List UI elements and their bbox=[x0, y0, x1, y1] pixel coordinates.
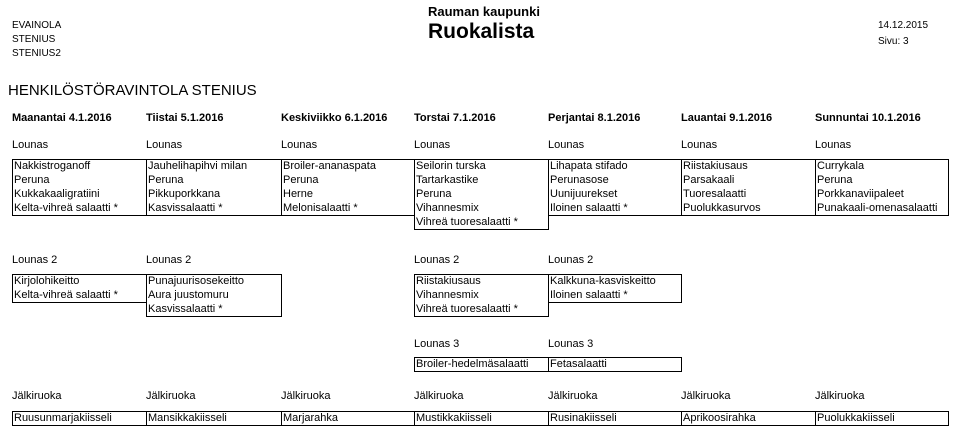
grid-line bbox=[815, 411, 949, 412]
meal-label: Lounas bbox=[12, 139, 49, 151]
grid-line bbox=[12, 274, 13, 303]
meal-label: Lounas 2 bbox=[414, 254, 460, 266]
grid-line bbox=[548, 302, 682, 303]
grid-line bbox=[12, 159, 147, 160]
menu-item: Pikkuporkkana bbox=[148, 188, 221, 200]
grid-line bbox=[681, 425, 816, 426]
grid-line bbox=[681, 411, 682, 426]
grid-line bbox=[12, 215, 147, 216]
menu-item: Ruusunmarjakiisseli bbox=[14, 412, 112, 424]
menu-item: Peruna bbox=[283, 174, 319, 186]
grid-line bbox=[281, 159, 415, 160]
menu-item: Jauhelihapihvi milan bbox=[148, 160, 248, 172]
grid-line bbox=[414, 316, 549, 317]
menu-item: Broiler-hedelmäsalaatti bbox=[416, 358, 529, 370]
meal-label: Jälkiruoka bbox=[281, 390, 331, 402]
grid-line bbox=[681, 411, 816, 412]
meal-label: Jälkiruoka bbox=[12, 390, 62, 402]
menu-item: Mustikkakiisseli bbox=[416, 412, 492, 424]
menu-item: Marjarahka bbox=[283, 412, 339, 424]
menu-item: Riistakiusaus bbox=[683, 160, 748, 172]
menu-item: Iloinen salaatti * bbox=[550, 289, 628, 301]
grid-line bbox=[414, 425, 549, 426]
menu-item: Lihapata stifado bbox=[550, 160, 628, 172]
menu-item: Parsakaali bbox=[683, 174, 735, 186]
grid-line bbox=[681, 159, 816, 160]
grid-line bbox=[414, 357, 549, 358]
day-header: Tiistai 5.1.2016 bbox=[146, 112, 224, 124]
grid-line bbox=[948, 411, 949, 426]
meal-label: Jälkiruoka bbox=[815, 390, 865, 402]
menu-item: Puolukkasurvos bbox=[683, 202, 761, 214]
grid-line bbox=[281, 425, 415, 426]
day-header: Torstai 7.1.2016 bbox=[414, 112, 496, 124]
menu-item: Broiler-ananaspata bbox=[283, 160, 376, 172]
grid-line bbox=[815, 215, 949, 216]
day-header: Sunnuntai 10.1.2016 bbox=[815, 112, 921, 124]
meal-label: Lounas bbox=[548, 139, 585, 151]
page-number: Sivu: 3 bbox=[878, 36, 909, 47]
menu-item: Seilorin turska bbox=[416, 160, 486, 172]
grid-line bbox=[548, 159, 682, 160]
grid-line bbox=[12, 302, 147, 303]
grid-line bbox=[681, 357, 682, 372]
grid-line bbox=[815, 159, 949, 160]
grid-line bbox=[414, 371, 549, 372]
day-header: Lauantai 9.1.2016 bbox=[681, 112, 773, 124]
grid-line bbox=[548, 159, 549, 216]
meal-label: Lounas bbox=[815, 139, 852, 151]
menu-item: Kelta-vihreä salaatti * bbox=[14, 202, 118, 214]
grid-line bbox=[146, 316, 282, 317]
menu-item: Punajuurisosekeitto bbox=[148, 275, 245, 287]
menu-item: Iloinen salaatti * bbox=[550, 202, 628, 214]
grid-line bbox=[146, 274, 282, 275]
grid-line bbox=[414, 159, 415, 230]
day-header: Perjantai 8.1.2016 bbox=[548, 112, 641, 124]
print-date: 14.12.2015 bbox=[878, 20, 929, 31]
menu-item: Peruna bbox=[817, 174, 853, 186]
grid-line bbox=[281, 274, 282, 317]
menu-item: Punakaali-omenasalaatti bbox=[817, 202, 938, 214]
menu-item: Peruna bbox=[14, 174, 50, 186]
menu-item: Aura juustomuru bbox=[148, 289, 229, 301]
menu-item: Currykala bbox=[817, 160, 865, 172]
meal-label: Lounas bbox=[281, 139, 318, 151]
grid-line bbox=[815, 411, 816, 426]
grid-line bbox=[146, 411, 147, 426]
header-left-line-1: EVAINOLA bbox=[12, 20, 62, 31]
grid-line bbox=[414, 229, 549, 230]
menu-item: Riistakiusaus bbox=[416, 275, 481, 287]
menu-item: Peruna bbox=[416, 188, 452, 200]
menu-item: Vihreä tuoresalaatti * bbox=[416, 216, 518, 228]
menu-item: Vihreä tuoresalaatti * bbox=[416, 303, 518, 315]
page-title: Ruokalista bbox=[428, 20, 535, 43]
menu-item: Kasvissalaatti * bbox=[148, 202, 223, 214]
grid-line bbox=[548, 215, 682, 216]
grid-line bbox=[281, 215, 415, 216]
menu-item: Uunijuurekset bbox=[550, 188, 618, 200]
header-left-line-3: STENIUS2 bbox=[12, 48, 61, 59]
grid-line bbox=[681, 274, 682, 303]
menu-item: Mansikkakiisseli bbox=[148, 412, 227, 424]
meal-label: Jälkiruoka bbox=[681, 390, 731, 402]
grid-line bbox=[414, 357, 415, 372]
menu-item: Porkkanaviipaleet bbox=[817, 188, 904, 200]
grid-line bbox=[548, 274, 682, 275]
grid-line bbox=[146, 411, 282, 412]
grid-line bbox=[146, 215, 282, 216]
grid-line bbox=[146, 274, 147, 317]
grid-line bbox=[414, 159, 549, 160]
meal-label: Jälkiruoka bbox=[146, 390, 196, 402]
grid-line bbox=[548, 411, 682, 412]
restaurant-name: HENKILÖSTÖRAVINTOLA STENIUS bbox=[8, 82, 257, 99]
grid-line bbox=[281, 411, 282, 426]
menu-item: Melonisalaatti * bbox=[283, 202, 358, 214]
grid-line bbox=[281, 159, 282, 216]
grid-line bbox=[548, 371, 682, 372]
meal-label: Lounas bbox=[681, 139, 718, 151]
meal-label: Lounas bbox=[414, 139, 451, 151]
grid-line bbox=[414, 274, 415, 317]
menu-item: Vihannesmix bbox=[416, 202, 479, 214]
grid-line bbox=[548, 357, 549, 372]
grid-line bbox=[948, 159, 949, 216]
menu-item: Herne bbox=[283, 188, 313, 200]
grid-line bbox=[414, 411, 549, 412]
menu-item: Kelta-vihreä salaatti * bbox=[14, 289, 118, 301]
grid-line bbox=[12, 411, 147, 412]
grid-line bbox=[12, 411, 13, 426]
grid-line bbox=[548, 274, 549, 303]
meal-label: Lounas 2 bbox=[12, 254, 58, 266]
meal-label: Jälkiruoka bbox=[414, 390, 464, 402]
grid-line bbox=[681, 215, 816, 216]
menu-item: Puolukkakiisseli bbox=[817, 412, 895, 424]
grid-line bbox=[146, 159, 282, 160]
grid-line bbox=[12, 425, 147, 426]
menu-item: Kasvissalaatti * bbox=[148, 303, 223, 315]
menu-item: Kirjolohikeitto bbox=[14, 275, 80, 287]
menu-item: Kukkakaaligratiini bbox=[14, 188, 100, 200]
grid-line bbox=[12, 159, 13, 216]
menu-item: Kalkkuna-kasviskeitto bbox=[550, 275, 656, 287]
menu-item: Peruna bbox=[148, 174, 184, 186]
grid-line bbox=[548, 425, 682, 426]
meal-label: Lounas bbox=[146, 139, 183, 151]
grid-line bbox=[281, 411, 415, 412]
grid-line bbox=[815, 425, 949, 426]
grid-line bbox=[414, 274, 549, 275]
meal-label: Lounas 2 bbox=[146, 254, 192, 266]
grid-line bbox=[681, 159, 682, 216]
grid-line bbox=[12, 274, 147, 275]
day-header: Maanantai 4.1.2016 bbox=[12, 112, 112, 124]
meal-label: Jälkiruoka bbox=[548, 390, 598, 402]
organization-name: Rauman kaupunki bbox=[428, 4, 540, 19]
grid-line bbox=[548, 411, 549, 426]
header-left-line-2: STENIUS bbox=[12, 34, 56, 45]
menu-item: Fetasalaatti bbox=[550, 358, 607, 370]
day-header: Keskiviikko 6.1.2016 bbox=[281, 112, 388, 124]
menu-item: Perunasose bbox=[550, 174, 609, 186]
meal-label: Lounas 3 bbox=[548, 338, 594, 350]
meal-label: Lounas 2 bbox=[548, 254, 594, 266]
grid-line bbox=[414, 411, 415, 426]
menu-item: Rusinakiisseli bbox=[550, 412, 617, 424]
grid-line bbox=[548, 357, 682, 358]
grid-line bbox=[815, 159, 816, 216]
menu-item: Nakkistroganoff bbox=[14, 160, 91, 172]
menu-item: Tuoresalaatti bbox=[683, 188, 747, 200]
grid-line bbox=[146, 159, 147, 216]
menu-item: Vihannesmix bbox=[416, 289, 479, 301]
grid-line bbox=[146, 425, 282, 426]
menu-item: Aprikoosirahka bbox=[683, 412, 756, 424]
menu-item: Tartarkastike bbox=[416, 174, 479, 186]
meal-label: Lounas 3 bbox=[414, 338, 460, 350]
